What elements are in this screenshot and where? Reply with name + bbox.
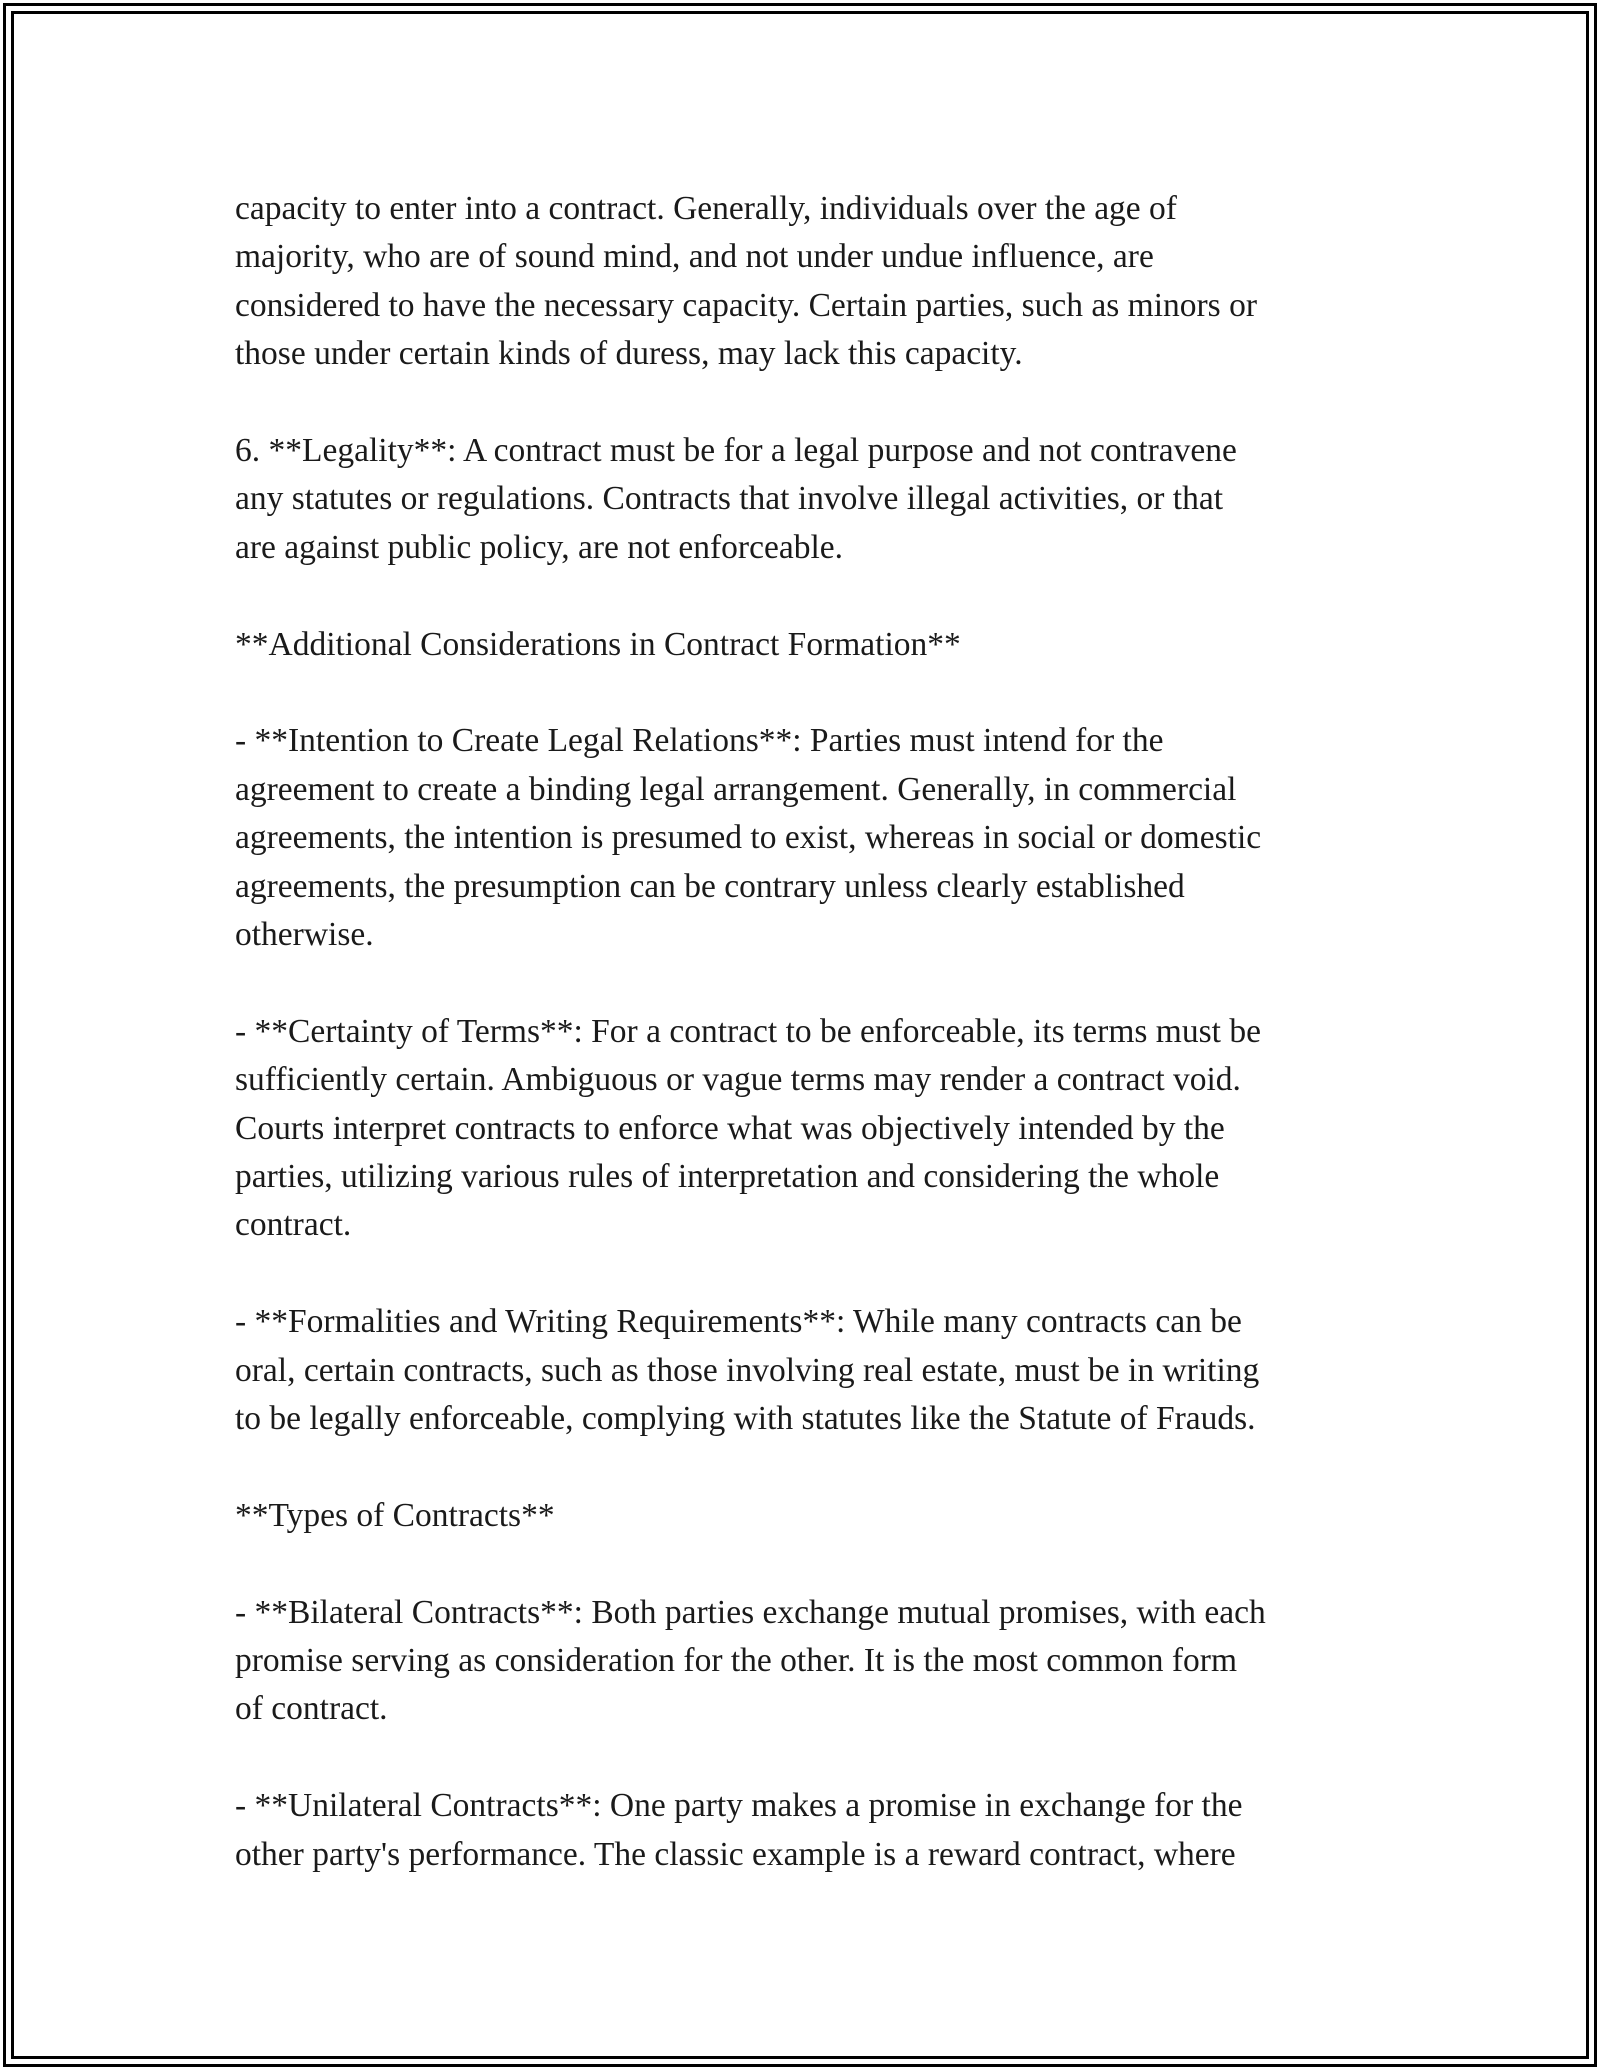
paragraph-capacity: capacity to enter into a contract. Generally, individuals over the age of majority, who are of sound mind, and not under undue influence, are considered to have the necessary capacity. Certain parties, such as minors or those under certain kinds of duress, may lack this capacity. [235, 190, 1257, 373]
heading-additional-considerations: **Additional Considerations in Contract Formation** [235, 625, 961, 663]
paragraph-certainty-of-terms: - **Certainty of Terms**: For a contract to be enforceable, its terms must be sufficiently certain. Ambiguous or vague terms may render a contract void. Courts interpret contracts to enforce what was objectively intended by the parties, utilizing various rules of interpretation and considering the whole contract. [235, 1012, 1261, 1244]
paragraph-legality: 6. **Legality**: A contract must be for a legal purpose and not contravene any statutes or regulations. Contracts that involve illegal activities, or that are against public policy, are not enforceable. [235, 432, 1237, 566]
paragraph-bilateral-contracts: - **Bilateral Contracts**: Both parties exchange mutual promises, with each promise serving as consideration for the other. It is the most common form of contract. [235, 1593, 1266, 1728]
paragraph-unilateral-contracts: - **Unilateral Contracts**: One party makes a promise in exchange for the other party's performance. The classic example is a reward contract, where [235, 1787, 1243, 1873]
paragraph-formalities-writing: - **Formalities and Writing Requirements**: While many contracts can be oral, certain contracts, such as those involving real estate, must be in writing to be legally enforceable, complying with statutes like the Statute of Frauds. [235, 1303, 1260, 1438]
document-body [235, 185, 1380, 1927]
paragraph-intention-legal-relations: - **Intention to Create Legal Relations**: Parties must intend for the agreement to create a binding legal arrangement. Generally, in commercial agreements, the intention is presumed to exist, whereas in social or domestic agreements, the presumption can be contrary unless clearly established otherwise. [235, 722, 1262, 954]
heading-types-of-contracts: **Types of Contracts** [235, 1496, 555, 1534]
